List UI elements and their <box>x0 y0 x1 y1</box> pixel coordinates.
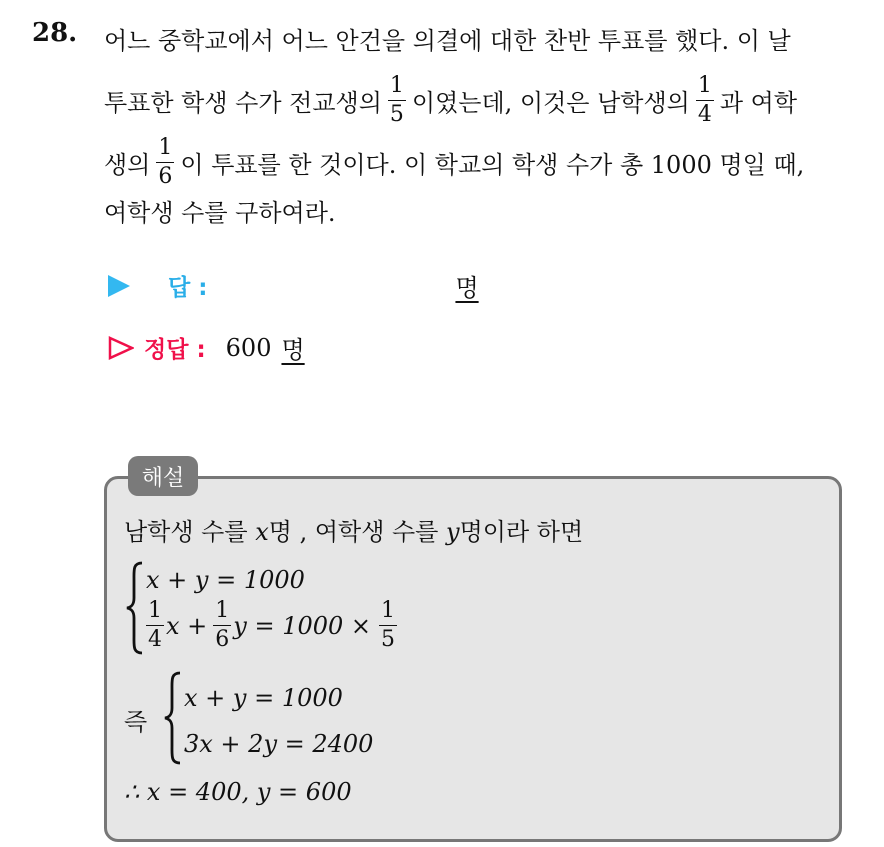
problem-line-3-part-a: 생의 <box>104 150 151 179</box>
fraction-one-fifth <box>379 600 397 651</box>
fraction-denominator: 6 <box>215 627 230 652</box>
problem-line-2-part-b: 이였는데, 이것은 남학생의 <box>411 88 690 117</box>
fraction-numerator: 1 <box>146 600 164 626</box>
ie-label: 즉 <box>124 708 148 736</box>
problem-line-1: 어느 중학교에서 어느 안건을 의결에 대한 찬반 투표를 했다. 이 날 <box>104 26 791 55</box>
intro-part-a: 남학생 수를 <box>124 518 248 546</box>
correct-answer-unit: 명 <box>281 336 305 364</box>
system1-equation-1 <box>146 566 305 594</box>
fraction-denominator: 4 <box>697 101 712 127</box>
system2-equation-1 <box>184 684 343 712</box>
conclusion-text: ∴ x = 400, y = 600 <box>124 778 352 806</box>
answer-row <box>108 268 479 303</box>
explanation-intro <box>124 512 583 547</box>
fraction-denominator: 4 <box>148 627 162 652</box>
fraction-denominator: 5 <box>389 101 404 127</box>
left-brace-icon <box>162 670 184 766</box>
equation-text: x + y = 1000 <box>146 566 305 594</box>
correct-answer-label: 정답 : <box>144 337 206 363</box>
correct-answer-row <box>108 330 305 365</box>
fraction-numerator: 1 <box>213 600 231 626</box>
fraction-one-fifth <box>388 72 406 127</box>
intro-part-c: 명이라 하면 <box>459 518 584 546</box>
fraction-numerator: 1 <box>379 600 397 626</box>
problem-line-2-part-a: 투표한 학생 수가 전교생의 <box>104 88 382 117</box>
equation-text: x + y = 1000 <box>184 684 343 712</box>
fraction-one-sixth <box>156 134 174 189</box>
correct-answer-value: 600 <box>225 333 272 362</box>
system1-equation-2 <box>146 600 397 651</box>
fraction-numerator: 1 <box>156 137 174 163</box>
problem-line-2 <box>104 72 797 128</box>
fraction-denominator: 5 <box>381 627 396 652</box>
equation-part: y = 1000 × <box>233 611 372 640</box>
outline-triangle-icon <box>108 336 134 360</box>
fraction-numerator: 1 <box>388 75 406 101</box>
explanation-tab: 해설 <box>128 456 198 496</box>
fraction-denominator: 6 <box>158 163 173 189</box>
equation-part: x + <box>166 611 208 640</box>
answer-label: 답 : <box>168 275 208 301</box>
system2-equation-2 <box>184 730 373 758</box>
fraction-one-fourth <box>696 72 714 127</box>
variable-y: y <box>446 518 460 546</box>
variable-x: x <box>255 518 269 546</box>
answer-unit: 명 <box>455 274 479 302</box>
fraction-one-sixth <box>213 600 231 651</box>
problem-line-4: 여학생 수를 구하여라. <box>104 198 336 227</box>
solid-triangle-icon <box>108 275 130 297</box>
left-brace-icon <box>124 560 146 656</box>
problem-line-2-part-c: 과 여학 <box>719 88 798 117</box>
problem-line-3-part-b: 이 투표를 한 것이다. 이 학교의 학생 수가 총 1000 명일 때, <box>180 150 805 179</box>
equation-text: 3x + 2y = 2400 <box>184 730 374 758</box>
intro-part-b: 명 , 여학생 수를 <box>268 518 439 546</box>
fraction-one-fourth <box>146 600 164 651</box>
conclusion <box>124 778 352 806</box>
fraction-numerator: 1 <box>696 75 714 101</box>
question-number: 28. <box>32 18 78 48</box>
